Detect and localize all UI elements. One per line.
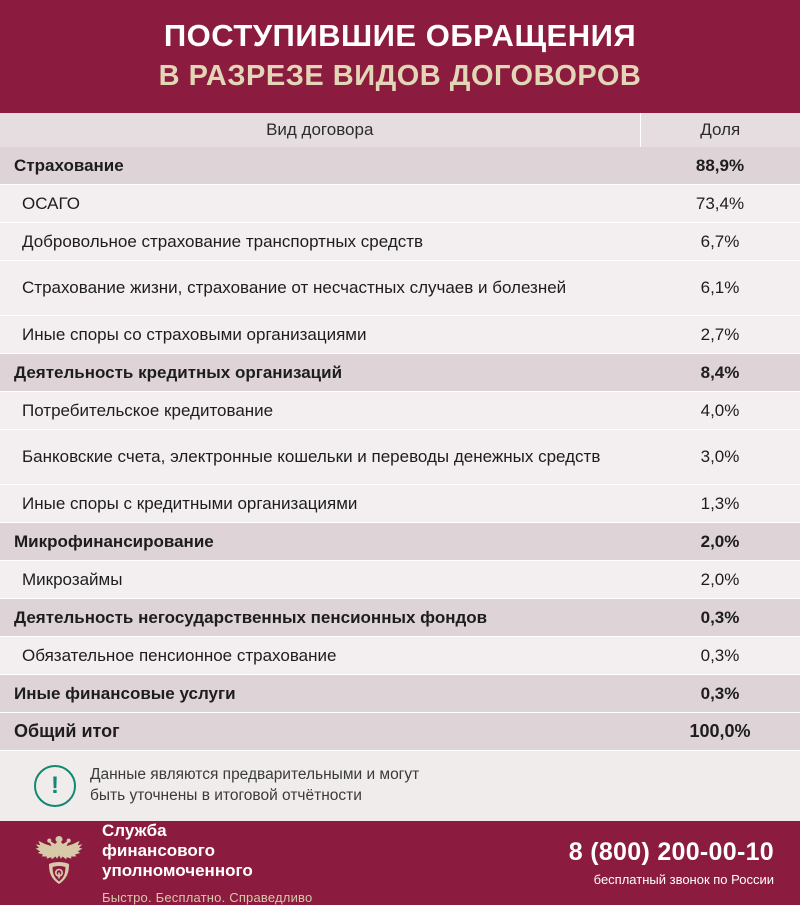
cell-contract-type: Микрозаймы — [0, 561, 640, 599]
page-title-line2: В РАЗРЕЗЕ ВИДОВ ДОГОВОРОВ — [158, 59, 642, 92]
cell-contract-type: Страхование — [0, 147, 640, 185]
cell-share: 0,3% — [640, 637, 800, 675]
cell-share: 2,0% — [640, 561, 800, 599]
table-header-row — [0, 113, 800, 147]
cell-share: 100,0% — [640, 713, 800, 751]
table-row — [0, 523, 800, 561]
cell-contract-type: Иные финансовые услуги — [0, 675, 640, 713]
cell-contract-type: Иные споры со страховыми организациями — [0, 316, 640, 354]
table-row — [0, 713, 800, 751]
cell-contract-type: Иные споры с кредитными организациями — [0, 485, 640, 523]
footer — [0, 821, 800, 904]
table-row — [0, 561, 800, 599]
table-row — [0, 599, 800, 637]
cell-contract-type: Добровольное страхование транспортных средств — [0, 223, 640, 261]
cell-share: 0,3% — [640, 675, 800, 713]
table-row — [0, 637, 800, 675]
cell-contract-type: Деятельность кредитных организаций — [0, 354, 640, 392]
table-row — [0, 485, 800, 523]
page-title-line1: ПОСТУПИВШИЕ ОБРАЩЕНИЯ — [163, 18, 637, 53]
cell-contract-type: Банковские счета, электронные кошельки и переводы денежных средств — [0, 430, 640, 485]
disclaimer-line1: Данные являются предварительными и могут — [90, 766, 420, 784]
cell-share: 6,1% — [640, 261, 800, 316]
cell-share: 3,0% — [640, 430, 800, 485]
table-row — [0, 223, 800, 261]
phone-number[interactable]: 8 (800) 200-00-10 — [568, 838, 774, 867]
cell-share: 4,0% — [640, 392, 800, 430]
brand-line2: финансового — [102, 841, 216, 861]
table-row — [0, 675, 800, 713]
disclaimer-note — [0, 751, 800, 821]
table-row — [0, 316, 800, 354]
cell-share: 88,9% — [640, 147, 800, 185]
cell-contract-type: Микрофинансирование — [0, 523, 640, 561]
header — [0, 0, 800, 113]
disclaimer-text — [90, 765, 419, 807]
table-row — [0, 185, 800, 223]
cell-contract-type: Обязательное пенсионное страхование — [0, 637, 640, 675]
table-row — [0, 261, 800, 316]
cell-contract-type: ОСАГО — [0, 185, 640, 223]
column-header-share: Доля — [640, 113, 800, 147]
cell-share: 73,4% — [640, 185, 800, 223]
table-row — [0, 147, 800, 185]
cell-share: 1,3% — [640, 485, 800, 523]
table-row — [0, 430, 800, 485]
cell-contract-type: Потребительское кредитование — [0, 392, 640, 430]
double-headed-eagle-emblem — [30, 832, 88, 894]
cell-contract-type: Общий итог — [0, 713, 640, 751]
phone-caption: бесплатный звонок по России — [593, 872, 774, 888]
column-header-contract-type: Вид договора — [0, 113, 640, 147]
brand-line1: Служба — [102, 821, 167, 841]
brand-slogan: Быстро. Бесплатно. Справедливо — [102, 889, 313, 905]
table-body — [0, 147, 800, 751]
brand-line3: уполномоченного — [102, 860, 253, 880]
table-row — [0, 354, 800, 392]
cell-share: 0,3% — [640, 599, 800, 637]
contact-block — [569, 838, 774, 887]
table-header — [0, 113, 800, 147]
cell-share: 2,0% — [640, 523, 800, 561]
cell-share: 8,4% — [640, 354, 800, 392]
disclaimer-line2: быть уточнены в итоговой отчётности — [90, 787, 362, 805]
brand-text — [102, 821, 312, 904]
brand-block — [30, 821, 312, 904]
contracts-table — [0, 113, 800, 751]
cell-contract-type: Деятельность негосударственных пенсионных фондов — [0, 599, 640, 637]
cell-contract-type: Страхование жизни, страхование от несчастных случаев и болезней — [0, 261, 640, 316]
exclamation-icon: ! — [34, 765, 76, 807]
table-row — [0, 392, 800, 430]
table-section — [0, 113, 800, 751]
cell-share: 2,7% — [640, 316, 800, 354]
cell-share: 6,7% — [640, 223, 800, 261]
